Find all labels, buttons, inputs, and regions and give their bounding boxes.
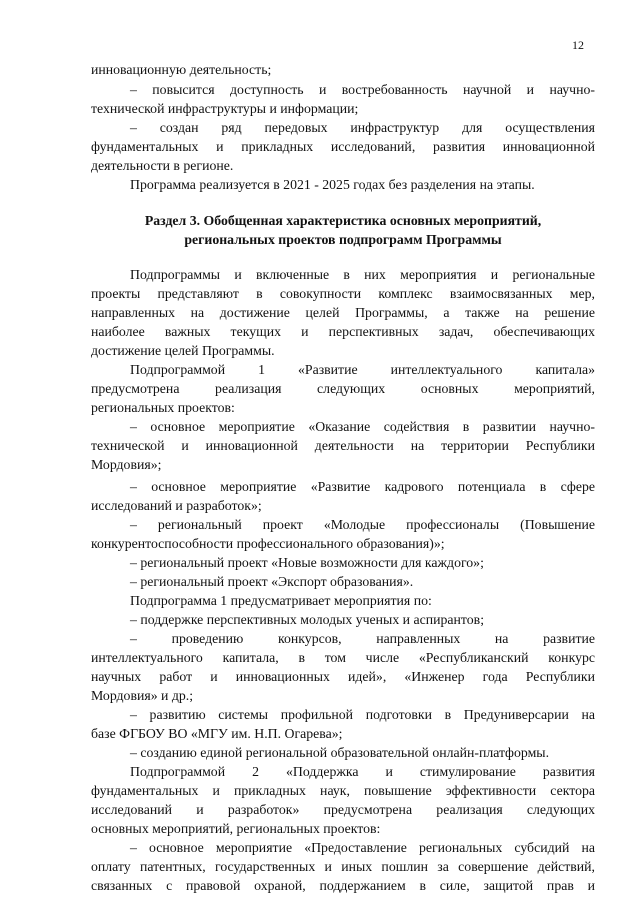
- text-line: – поддержке перспективных молодых ученых и аспирантов;: [130, 612, 485, 627]
- text-line: – создан ряд передовых инфраструктур для осуществления: [130, 120, 595, 135]
- text-line: инновационную деятельность;: [91, 62, 272, 77]
- text-line: оплату патентных, государственных и иных пошлин за совершение действий,: [91, 859, 595, 874]
- text-line: Подпрограмма 1 предусматривает мероприятия по:: [130, 593, 432, 608]
- text-line: региональных проектов:: [91, 400, 235, 415]
- text-line: Мордовия» и др.;: [91, 688, 194, 703]
- text-line: фундаментальных и прикладных исследований, развития инновационной: [91, 139, 595, 154]
- text-line: наиболее важных текущих и перспективных задач, обеспечивающих: [91, 324, 595, 339]
- text-line: – региональный проект «Новые возможности для каждого»;: [130, 555, 484, 570]
- text-line: интеллектуального капитала, в том числе «Республиканский конкурс: [91, 650, 595, 665]
- text-line: предусмотрена реализация следующих основных мероприятий,: [91, 381, 595, 396]
- text-line: базе ФГБОУ ВО «МГУ им. Н.П. Огарева»;: [91, 726, 343, 741]
- text-line: проекты представляют в совокупности комплекс взаимосвязанных мер,: [91, 286, 595, 301]
- text-line: деятельности в регионе.: [91, 158, 234, 173]
- text-line: исследований и разработок» предусмотрена реализация следующих: [91, 802, 595, 817]
- section-heading-line: Раздел 3. Обобщенная характеристика основных мероприятий,: [144, 213, 542, 228]
- text-line: – основное мероприятие «Предоставление региональных субсидий на: [130, 840, 595, 855]
- text-line: фундаментальных и прикладных наук, повышение эффективности сектора: [91, 783, 595, 798]
- text-line: – созданию единой региональной образовательной онлайн-платформы.: [130, 745, 550, 760]
- text-line: Подпрограммой 1 «Развитие интеллектуального капитала»: [130, 362, 595, 377]
- text-line: достижение целей Программы.: [91, 343, 275, 358]
- text-line: Мордовия»;: [91, 457, 162, 472]
- text-line: – проведению конкурсов, направленных на развитие: [130, 631, 595, 646]
- text-line: – основное мероприятие «Развитие кадрового потенциала в сфере: [130, 479, 595, 494]
- text-line: – основное мероприятие «Оказание содействия в развитии научно-: [130, 419, 595, 434]
- text-line: Подпрограммы и включенные в них мероприятия и региональные: [130, 267, 595, 282]
- text-line: направленных на достижение целей Программы, а также на решение: [91, 305, 595, 320]
- text-line: Подпрограммой 2 «Поддержка и стимулирование развития: [130, 764, 595, 779]
- section-heading-line: региональных проектов подпрограмм Программы: [184, 232, 502, 247]
- text-line: технической и инновационной деятельности на территории Республики: [91, 438, 595, 453]
- text-line: Программа реализуется в 2021 - 2025 годах без разделения на этапы.: [130, 177, 535, 192]
- text-line: – развитию системы профильной подготовки в Предуниверсарии на: [130, 707, 595, 722]
- text-line: – региональный проект «Молодые профессионалы (Повышение: [130, 517, 595, 532]
- text-line: – региональный проект «Экспорт образования».: [130, 574, 414, 589]
- text-line: – повысится доступность и востребованность научной и научно-: [130, 82, 595, 97]
- text-line: технической инфраструктуры и информации;: [91, 101, 359, 116]
- text-line: связанных с правовой охраной, поддержанием в силе, защитой прав и: [91, 878, 595, 893]
- text-line: научных работ и инновационных идей», «Инженер года Республики: [91, 669, 595, 684]
- text-line: конкурентоспособности профессионального образования)»;: [91, 536, 445, 551]
- text-line: основных мероприятий, региональных проектов:: [91, 821, 381, 836]
- text-line: исследований и разработок»;: [91, 498, 262, 513]
- page-number: 12: [572, 38, 584, 52]
